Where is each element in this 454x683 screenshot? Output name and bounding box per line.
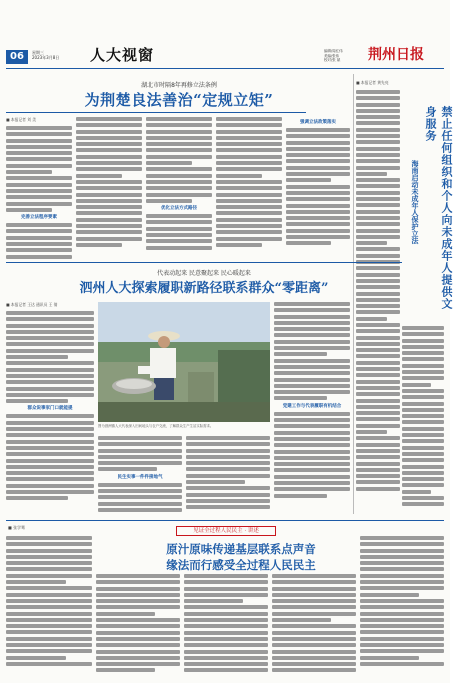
article2-kicker: 代表动起来 民意聚起来 民心暖起来 [157, 270, 251, 277]
editor-credits [324, 49, 343, 63]
editor-credit: 编辑/周红伟 [324, 49, 343, 53]
article1-subhead-3: 强调立法政策落实 [300, 120, 336, 125]
photo-caption: 图为泗洲镇人大代表深入田间地头与农户交流，了解群众生产生活实际需求。 [98, 424, 214, 428]
article1-title: 为荆楚良法善治“定规立矩” [84, 91, 274, 109]
article3-column-5 [360, 536, 444, 678]
article1-column-3 [146, 117, 212, 257]
article2-column-1 [6, 302, 94, 514]
article2-subhead-2: 民生实事一件件接地气 [117, 474, 163, 480]
newspaper-logo: 荆州日报 [368, 47, 424, 63]
article3-column-4 [272, 574, 356, 678]
article1-subhead-1: 完善立法程序要素 [21, 215, 57, 221]
article1-column-2 [76, 117, 142, 257]
article3-tag: 见证全过程人民民主 · 讲述 [176, 526, 276, 536]
article3-byline: ■ 张学骞 [8, 525, 26, 530]
article1-kicker: 湖北市时隔8年再修立法条例 [141, 82, 217, 89]
page-meta [32, 50, 59, 60]
sidebar-byline: ■ 本报记者 黄先亮 [356, 80, 389, 85]
article1-byline: ■ 本报记者 刘 美 [6, 117, 36, 122]
article2-byline: ■ 本报记者 王达 通讯员 王 倩 [6, 302, 58, 307]
article1-column-1 [6, 117, 72, 257]
article3-title-line-1: 原汁原味传递基层联系点声音 [166, 542, 316, 556]
page-header [6, 44, 444, 66]
article1-column-4 [216, 117, 282, 257]
weekday: 星期三 [32, 50, 44, 55]
article3-title-line-2: 缘法而行感受全过程人民民主 [166, 558, 316, 572]
article2-column-2 [98, 436, 182, 514]
article2-column-4 [274, 302, 350, 514]
issue-date: 2023年3月8日 [32, 55, 60, 60]
article1-subhead-2: 优化立法方式路径 [161, 206, 197, 212]
article2-column-3 [186, 436, 270, 514]
sidebar-column-1 [356, 90, 400, 510]
article2-subhead-1: 群众说事家门口就能提 [27, 406, 73, 412]
designer-credit: 美编/张伟 [324, 53, 340, 58]
article2-subhead-3: 党建工作与代表履职有机结合 [282, 403, 342, 409]
article3-column-2 [96, 574, 180, 678]
article3-column-1 [6, 536, 92, 678]
article1-column-5 [286, 117, 350, 257]
sidebar-column-2 [402, 326, 444, 514]
article3-top-rule [6, 520, 444, 521]
section-title: 人大视窗 [90, 46, 155, 64]
article3-column-3 [184, 574, 268, 678]
page-number: 06 [6, 50, 28, 64]
proofreader-credit: 校对/张 斌 [324, 58, 341, 62]
sidebar-subtitle: 海南启动未成年人保护立法 [411, 160, 420, 244]
article2-photo [98, 302, 270, 422]
article1-rule [6, 112, 306, 113]
sidebar-title: 禁止任何组织和个人向未成年人提供文身服务 [424, 106, 453, 310]
article2-top-rule [6, 262, 402, 263]
article2-title: 泗州人大探索履职新路径联系群众“零距离” [79, 281, 329, 296]
sidebar-title-block [402, 100, 453, 320]
photo-illustration [98, 302, 270, 422]
header-rule [6, 68, 444, 69]
